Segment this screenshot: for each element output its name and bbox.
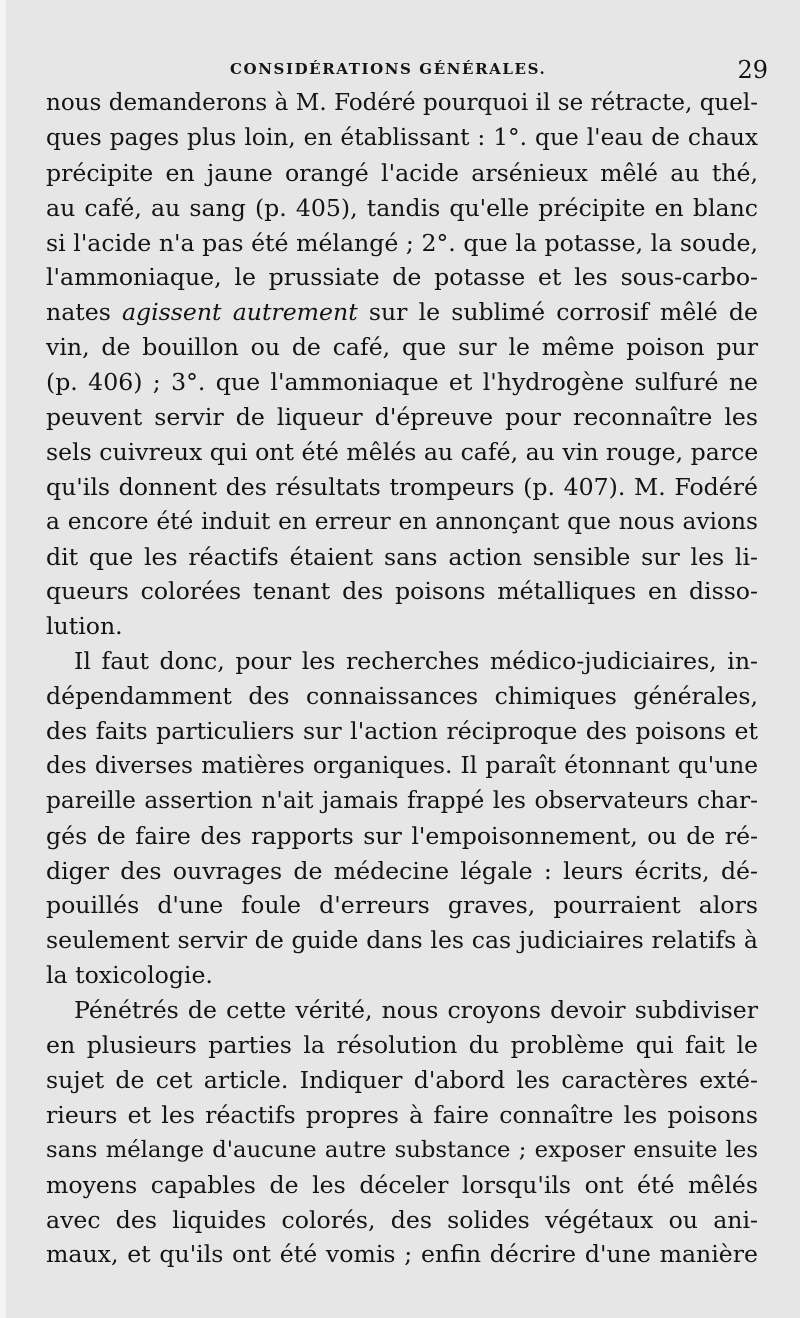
text-line: (p. 406) ; 3°. que l'ammoniaque et l'hydrogène sulfuré ne: [46, 368, 758, 397]
text-line: qu'ils donnent des résultats trompeurs (p. 407). M. Fodéré: [46, 472, 758, 501]
text-line: pouillés d'une foule d'erreurs graves, pourraient alors: [46, 891, 758, 920]
text-line: précipite en jaune orangé l'acide arsénieux mêlé au thé,: [46, 158, 758, 187]
text-line: la toxicologie.: [46, 961, 213, 990]
text-line: dit que les réactifs étaient sans action sensible sur les li-: [46, 542, 758, 571]
text-line: peuvent servir de liqueur d'épreuve pour reconnaître les: [46, 403, 758, 432]
body-text: [46, 86, 758, 1272]
text-line: vin, de bouillon ou de café, que sur le même poison pur: [46, 333, 758, 362]
text-line: si l'acide n'a pas été mélangé ; 2°. que la potasse, la soude,: [46, 228, 758, 257]
text-line: ques pages plus loin, en établissant : 1°. que l'eau de chaux: [46, 123, 758, 151]
text-line: l'ammoniaque, le prussiate de potasse et les sous-carbo-: [46, 263, 758, 292]
text-line: rieurs et les réactifs propres à faire connaître les poisons: [46, 1100, 758, 1129]
text-line: dépendamment des connaissances chimiques générales,: [46, 682, 758, 711]
text-line: sujet de cet article. Indiquer d'abord les caractères exté-: [46, 1065, 758, 1094]
text-line: seulement servir de guide dans les cas judiciaires relatifs à: [46, 926, 758, 955]
text-line: queurs colorées tenant des poisons métalliques en disso-: [46, 577, 758, 606]
text-line: moyens capables de les déceler lorsqu'ils ont été mêlés: [46, 1170, 758, 1199]
text-line: des faits particuliers sur l'action réciproque des poisons et: [46, 717, 758, 746]
text-line: en plusieurs parties la résolution du problème qui fait le: [46, 1031, 758, 1060]
text-line: avec des liquides colorés, des solides végétaux ou ani-: [46, 1205, 758, 1234]
running-title: CONSIDÉRATIONS GÉNÉRALES.: [230, 60, 547, 78]
text-line: sans mélange d'aucune autre substance ; exposer ensuite les: [46, 1136, 758, 1163]
text-line: nous demanderons à M. Fodéré pourquoi il se rétracte, quel-: [46, 90, 758, 116]
page-number: 29: [737, 56, 768, 84]
page-header: [48, 56, 768, 86]
text-line: des diverses matières organiques. Il paraît étonnant qu'une: [46, 751, 758, 779]
text-line: [46, 295, 758, 330]
text-line: pareille assertion n'ait jamais frappé les observateurs char-: [46, 786, 758, 814]
italic-phrase: agissent autrement: [121, 298, 358, 327]
text-segment: sur le sublimé corrosif mêlé de: [357, 298, 758, 327]
page-edge: [0, 0, 6, 1318]
text-segment: nates: [46, 298, 122, 327]
text-line: a encore été induit en erreur en annonçant que nous avions: [46, 507, 758, 535]
text-line: gés de faire des rapports sur l'empoisonnement, ou de ré-: [46, 821, 758, 850]
text-line: Il faut donc, pour les recherches médico-judiciaires, in-: [74, 647, 758, 676]
text-line: au café, au sang (p. 405), tandis qu'elle précipite en blanc: [46, 193, 758, 222]
text-line: sels cuivreux qui ont été mêlés au café, au vin rouge, parce: [46, 437, 759, 466]
text-line: lution.: [46, 612, 123, 641]
text-line: Pénétrés de cette vérité, nous croyons devoir subdiviser: [74, 996, 758, 1025]
text-line: diger des ouvrages de médecine légale : leurs écrits, dé-: [46, 856, 758, 885]
text-line: maux, et qu'ils ont été vomis ; enfin décrire d'une manière: [46, 1240, 758, 1269]
